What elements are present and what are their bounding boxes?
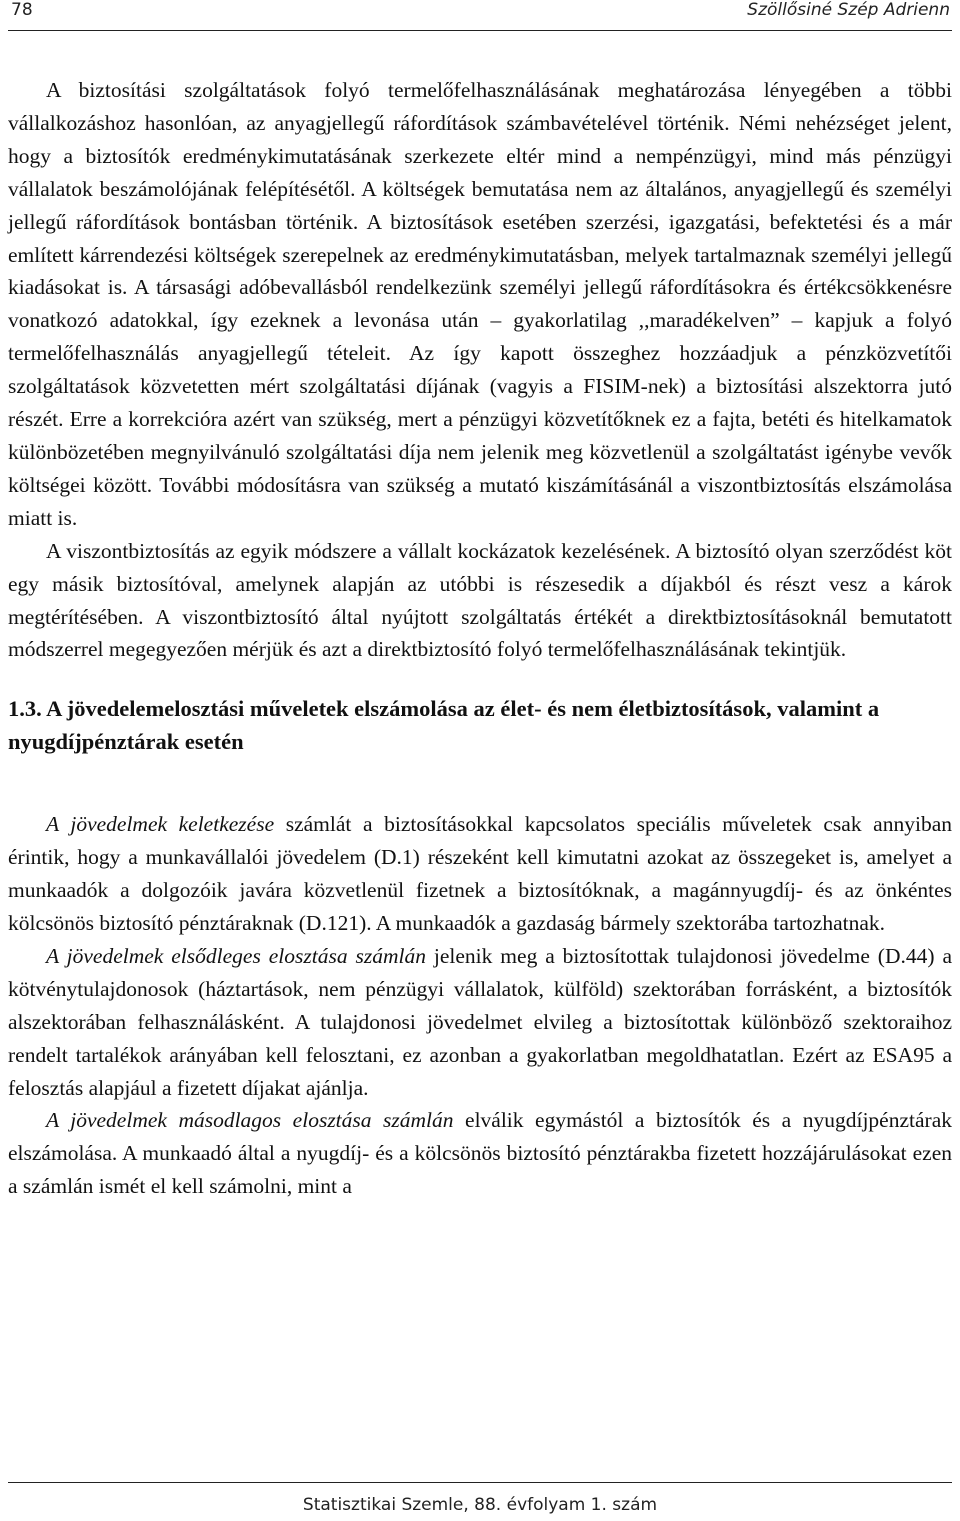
journal-citation: Statisztikai Szemle, 88. évfolyam 1. szám — [302, 1495, 658, 1515]
paragraph-income-generation — [8, 808, 952, 940]
term-primary-distribution: A jövedelmek elsődleges elosztása számlán — [46, 943, 426, 968]
page-number: 78 — [11, 0, 33, 20]
paragraph-primary-distribution-text: jelenik meg a biztosítottak tulajdonosi jövedelme (D.44) a kötvénytulajdonosok (háztartások, nem pénzügyi vállalatok, külföld) szektorában forrásként, a biztosítók alszektorában felhasználásként. A tulajdonosi jövedelmet elvileg a biztosítottak különböző szektoraihoz rendelt tartalékok arányában kell felosztani, ez azonban a gyakorlatban megoldhatatlan. Ezért az ESA95 a felosztás alapjául a fizetett díjakat ajánlja. — [8, 943, 952, 1100]
article-body — [8, 74, 952, 1203]
section-number: 1.3. — [8, 696, 42, 722]
term-income-generation: A jövedelmek keletkezése — [46, 812, 275, 837]
paragraph-secondary-distribution — [8, 1104, 952, 1203]
paragraph-income-generation-text: számlát a biztosításokkal kapcsolatos speciális műveletek csak annyiban érintik, hogy a munkavállalói jövedelem (D.1) részeként kell kimutatni azokat az összegeket is, amelyet a munkaadók a dolgozóik javára közvetlenül fizetnek a biztosítóknak, a magánnyugdíj- és az önkéntes kölcsönös biztosító pénztáraknak (D.121). A munkaadók a gazdaság bármely szektorába tartozhatnak. — [8, 812, 952, 936]
section-title: A jövedelemelosztási műveletek elszámolása az élet- és nem életbiztosítások, valamint a nyugdíjpénztárak esetén — [8, 696, 880, 755]
running-header — [8, 0, 952, 31]
paragraph-secondary-distribution-text: elválik egymástól a biztosítók és a nyugdíjpénztárak elszámolása. A munkaadó által a nyugdíj- és a kölcsönös biztosító pénztárakba fizetett hozzájárulásokat ezen a számlán ismét el kell számolni, mint a — [8, 1108, 952, 1199]
paragraph-reinsurance: A viszontbiztosítás az egyik módszere a vállalt kockázatok kezelésének. A biztosító olyan szerződést köt egy másik biztosítóval, amelynek alapján az utóbbi is részesedik a díjakból és részt vesz a károk megtérítésében. A viszontbiztosító által nyújtott szolgáltatás értékét a direktbiztosításoknál bemutatott módszerrel megegyezően mérjük és azt a direktbiztosító folyó termelőfelhasználásának tekintjük. — [8, 538, 952, 662]
journal-footer — [8, 1482, 952, 1515]
paragraph-fisim: A biztosítási szolgáltatások folyó termelőfelhasználásának meghatározása lényegében a többi vállalkozáshoz hasonlóan, az anyagjellegű ráfordítások számbavételével történik. Némi nehézséget jelent, hogy a biztosítók eredménykimutatásának szerkezete eltér mind a nempénzügyi, mind más pénzügyi vállalatok beszámolójának felépítésétől. A költségek bemutatása nem az általános, anyagjellegű és személyi jellegű ráfordítások bontásban történik. A biztosítások esetében szerzési, igazgatási, befektetési és a már említett kárrendezési költségek szerepelnek az eredménykimutatásban, melyek tartalmaznak személyi jellegű kiadásokat is. A társasági adóbevallásból rendelkezünk személyi jellegű ráfordításokra és értékcsökkenésre vonatkozó adatokkal, így ezeknek a levonása után – gyakorlatilag ,,maradékelven” – kapjuk a folyó termelőfelhasználás anyagjellegű tételeit. Az így kapott összeghez hozzáadjuk a pénzközvetítői szolgáltatások közvetetten mért szolgáltatási díjának (vagyis a FISIM-nek) a biztosítási alszektorra jutó részét. Erre a korrekcióra azért van szükség, mert a pénzügyi közvetítőknek ez a fajta, betéti és hitelkamatok különbözetében megnyilvánuló szolgáltatási díja nem jelenik meg közvetlenül a szolgáltatást igénybe vevők költségei között. További módosításra van szükség a mutató kiszámításánál a viszontbiztosítás elszámolása miatt is. — [8, 78, 952, 530]
author-name: Szöllősiné Szép Adrienn — [747, 0, 950, 20]
paragraph-primary-distribution — [8, 940, 952, 1105]
section-heading — [8, 692, 952, 758]
term-secondary-distribution: A jövedelmek másodlagos elosztása számlán — [46, 1108, 454, 1133]
